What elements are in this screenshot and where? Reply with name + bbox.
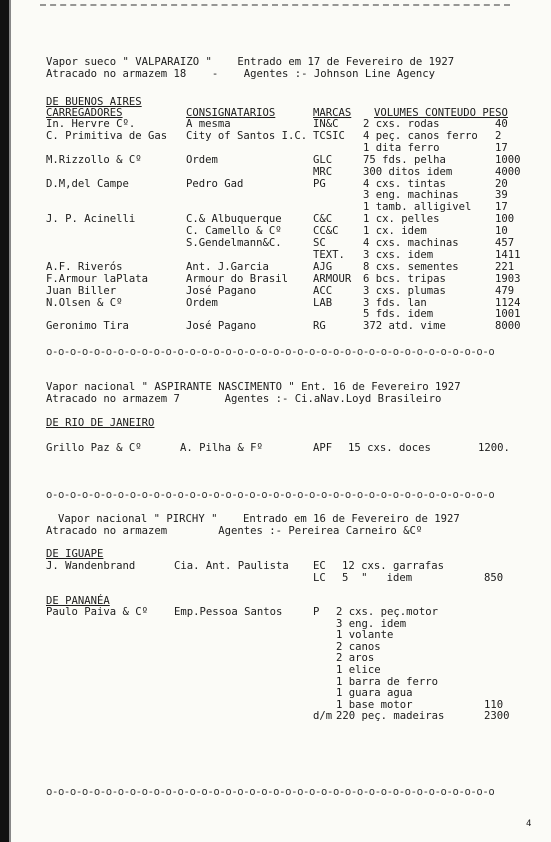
- table-cell: 3 cxs. idem: [363, 248, 434, 261]
- table-cell: 20: [495, 177, 508, 190]
- table-cell: 12 cxs. garrafas: [342, 560, 445, 572]
- table-cell: José Pagano: [186, 284, 257, 297]
- table-cell: 2300: [484, 710, 510, 723]
- table-cell: PG: [313, 177, 326, 190]
- table-cell: IN&C: [313, 118, 339, 130]
- table-cell: 221: [495, 260, 515, 273]
- table-cell: 3 cxs. plumas: [363, 284, 446, 297]
- table-cell: 1 tamb. alligivel: [363, 201, 472, 214]
- table-cell: 457: [495, 237, 515, 249]
- ship3-origin-iguape: DE IGUAPE: [46, 548, 104, 560]
- table-cell: LAB: [313, 296, 333, 309]
- table-cell: 1 guara agua: [336, 687, 413, 700]
- table-cell: TCSIC: [313, 129, 345, 142]
- table-cell: 110: [484, 698, 504, 711]
- ship2-header-line2: Atracado no armazem 7 Agentes :- Ci.aNav.Loyd Brasileiro: [46, 393, 442, 405]
- ship2-marca: APF: [313, 442, 333, 454]
- table-cell: Juan Biller: [46, 284, 117, 297]
- table-cell: 2: [495, 129, 502, 142]
- table-cell: P: [313, 606, 320, 618]
- table-cell: Emp.Pessoa Santos: [174, 606, 283, 618]
- table-cell: 2 canos: [336, 640, 381, 653]
- table-cell: 8 cxs. sementes: [363, 260, 459, 273]
- table-cell: 850: [484, 571, 504, 584]
- table-cell: RG: [313, 320, 326, 333]
- separator-3: o-o-o-o-o-o-o-o-o-o-o-o-o-o-o-o-o-o-o-o-o-o-o-o-o-o-o-o-o-o-o-o-o-o-o-o-o-o: [46, 786, 495, 798]
- table-cell: MRC: [313, 165, 333, 178]
- ship3-origin-pananea: DE PANANÉA: [46, 595, 110, 607]
- table-cell: A mesma: [186, 118, 231, 130]
- ship2-origin: DE RIO DE JANEIRO: [46, 417, 155, 429]
- table-cell: 40: [495, 118, 508, 130]
- table-cell: N.Olsen & Cº: [46, 296, 123, 309]
- table-cell: 2 cxs. rodas: [363, 118, 440, 130]
- table-cell: Paulo Paiva & Cº: [46, 606, 149, 618]
- ship2-header-line1: Vapor nacional " ASPIRANTE NASCIMENTO " Ent. 16 de Fevereiro 1927: [46, 381, 461, 393]
- ship1-header-line2: Atracado no armazem 18 - Agentes :- Johnson Line Agency: [46, 68, 436, 80]
- table-cell: d/m: [313, 710, 333, 723]
- ship3-header-line2: Atracado no armazem Agentes :- Pereirea Carneiro &Cº: [46, 525, 423, 537]
- table-cell: 4000: [495, 165, 521, 178]
- col-header-carregadores: CARREGADORES: [46, 107, 123, 119]
- table-cell: CC&C: [313, 225, 339, 238]
- ship2-consignatario: A. Pilha & Fº: [180, 442, 263, 454]
- table-cell: 3 eng. machinas: [363, 189, 459, 202]
- table-cell: 3 fds. lan: [363, 296, 427, 309]
- table-cell: 1124: [495, 296, 521, 309]
- table-cell: Ordem: [186, 296, 218, 309]
- table-cell: 1 cx. pelles: [363, 213, 440, 226]
- table-cell: 1 cx. idem: [363, 225, 427, 238]
- table-cell: D.M,del Campe: [46, 177, 129, 190]
- table-cell: Ordem: [186, 153, 218, 166]
- table-cell: EC: [313, 560, 326, 572]
- table-cell: 1 dita ferro: [363, 141, 440, 154]
- page-mark: 4: [526, 819, 532, 829]
- table-cell: 479: [495, 284, 515, 297]
- table-cell: 100: [495, 213, 515, 226]
- top-perforation-mark: [40, 0, 510, 6]
- col-header-consignatarios: CONSIGNATARIOS: [186, 107, 276, 119]
- col-header-marcas: MARCAS: [313, 107, 352, 119]
- table-cell: 8000: [495, 320, 521, 333]
- table-cell: ACC: [313, 284, 333, 297]
- ship2-carregador: Grillo Paz & Cº: [46, 442, 142, 454]
- table-cell: TEXT.: [313, 248, 345, 261]
- table-cell: 4 cxs. machinas: [363, 237, 459, 249]
- table-cell: 2 aros: [336, 652, 375, 665]
- table-cell: 300 ditos idem: [363, 165, 453, 178]
- col-header-volumes: VOLUMES CONTEUDO PESO: [374, 107, 508, 119]
- table-cell: 1000: [495, 153, 521, 166]
- table-cell: 39: [495, 189, 508, 202]
- table-cell: City of Santos I.C.: [186, 129, 308, 142]
- table-cell: Ant. J.Garcia: [186, 260, 269, 273]
- table-cell: 5 fds. idem: [363, 308, 434, 321]
- table-cell: 1 volante: [336, 629, 394, 642]
- table-cell: M.Rizzollo & Cº: [46, 153, 142, 166]
- ship3-header-line1: Vapor nacional " PIRCHY " Entrado em 16 de Fevereiro de 1927: [58, 513, 460, 525]
- table-cell: C&C: [313, 213, 333, 226]
- table-cell: In. Hervre Cº.: [46, 118, 136, 130]
- page-edge-highlight: [9, 0, 11, 842]
- table-cell: F.Armour laPlata: [46, 272, 149, 285]
- table-cell: 17: [495, 201, 508, 214]
- table-cell: 1 barra de ferro: [336, 675, 439, 688]
- table-cell: Cia. Ant. Paulista: [174, 560, 289, 572]
- table-cell: 10: [495, 225, 508, 238]
- table-cell: 1 elice: [336, 664, 381, 676]
- separator-1: o-o-o-o-o-o-o-o-o-o-o-o-o-o-o-o-o-o-o-o-o-o-o-o-o-o-o-o-o-o-o-o-o-o-o-o-o-o: [46, 346, 495, 358]
- table-cell: 220 peç. madeiras: [336, 710, 445, 723]
- table-cell: SC: [313, 237, 326, 249]
- ship2-peso: 1200.: [478, 442, 510, 454]
- table-cell: C.& Albuquerque: [186, 213, 282, 226]
- table-cell: 6 bcs. tripas: [363, 272, 446, 285]
- table-cell: S.Gendelmann&C.: [186, 237, 282, 249]
- table-cell: GLC: [313, 153, 333, 166]
- table-cell: Pedro Gad: [186, 177, 244, 190]
- table-cell: 17: [495, 141, 508, 154]
- table-cell: C. Primitiva de Gas: [46, 129, 168, 142]
- table-cell: J. Wandenbrand: [46, 560, 136, 572]
- table-cell: J. P. Acinelli: [46, 213, 136, 226]
- ship1-origin: DE BUENOS AIRES: [46, 96, 142, 108]
- ship2-volumes: 15 cxs. doces: [348, 442, 431, 454]
- table-cell: C. Camello & Cº: [186, 225, 282, 238]
- table-cell: 372 atd. vime: [363, 320, 446, 333]
- table-cell: 1411: [495, 248, 521, 261]
- table-cell: A.F. Riverós: [46, 260, 123, 273]
- table-cell: LC: [313, 571, 326, 584]
- table-cell: 1 base motor: [336, 698, 413, 711]
- separator-2: o-o-o-o-o-o-o-o-o-o-o-o-o-o-o-o-o-o-o-o-o-o-o-o-o-o-o-o-o-o-o-o-o-o-o-o-o-o: [46, 489, 495, 501]
- page-edge-shadow: [0, 0, 9, 842]
- table-cell: 4 peç. canos ferro: [363, 129, 478, 142]
- table-cell: Geronimo Tira: [46, 320, 129, 333]
- table-cell: Armour do Brasil: [186, 272, 289, 285]
- ship1-header-line1: Vapor sueco " VALPARAIZO " Entrado em 17 de Fevereiro de 1927: [46, 56, 455, 68]
- table-cell: 1001: [495, 308, 521, 321]
- table-cell: 4 cxs. tintas: [363, 177, 446, 190]
- table-cell: 5 " idem: [342, 571, 413, 584]
- table-cell: José Pagano: [186, 320, 257, 333]
- table-cell: 3 eng. idem: [336, 617, 407, 630]
- table-cell: AJG: [313, 260, 333, 273]
- table-cell: ARMOUR: [313, 272, 352, 285]
- table-cell: 75 fds. pelha: [363, 153, 446, 166]
- table-cell: 1903: [495, 272, 521, 285]
- table-cell: 2 cxs. peç.motor: [336, 606, 439, 618]
